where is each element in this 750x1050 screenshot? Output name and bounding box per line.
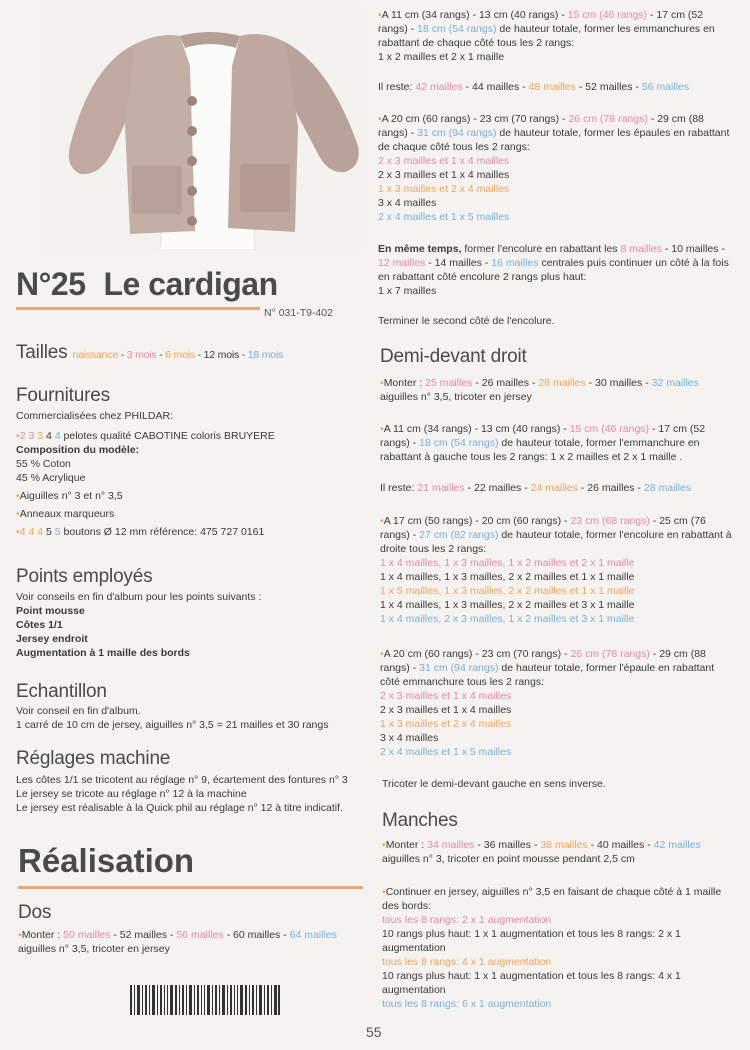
dos-paragraph-2: •A 20 cm (60 rangs) - 23 cm (70 rangs) - 26 cm (78 rangs) - 29 cm (88 rangs) - 31 cm (94 rangs) de hauteur totale, former les épaules en rabattant de chaque côté tous les 2 rangs: 2 x 3 mailles et 1 x 4 mailles 2 x 3 mailles et 1 x 4 mailles 1 x 3 mailles et 2 x 4 mailles 3 x 4 mailles 2 x 4 mailles et 1 x 5 mailles <box>378 112 734 224</box>
title-name: Le cardigan <box>103 266 278 302</box>
echantillon-line2: 1 carré de 10 cm de jersey, aiguilles n° 3,5 = 21 mailles et 30 rangs <box>16 719 329 731</box>
manches-list-3: tous les 8 rangs: 4 x 1 augmentation <box>382 956 552 968</box>
point-item-4: Augmentation à 1 maille des bords <box>16 647 190 659</box>
ddd-tricoter: Tricoter le demi-devant gauche en sens inverse. <box>382 778 606 790</box>
dos-monter-v5: 64 mailles <box>289 929 337 941</box>
ddd-reste-v1: 21 mailles <box>417 482 465 494</box>
ddd-p1-v2: 13 cm (40 rangs) <box>480 423 561 435</box>
page-number: 55 <box>366 1024 382 1040</box>
ddd-monter: •Monter : 25 mailles - 26 mailles - 28 mailles - 30 mailles - 32 mailles aiguilles n° 3,5, tricoter en jersey <box>380 376 734 404</box>
manches-monter-v1: 34 mailles <box>427 839 475 851</box>
dos-monter-v3: 56 mailles <box>176 929 224 941</box>
demi-devant-droit-heading: Demi-devant droit <box>380 346 527 367</box>
manches-monter-v2: 36 mailles <box>483 839 532 851</box>
pelotes-count-5: 4 <box>54 430 61 442</box>
realisation-heading: Réalisation <box>18 842 195 879</box>
dos-p3-v2: 10 mailles <box>671 243 719 255</box>
aiguilles-text: Aiguilles n° 3 et n° 3,5 <box>19 490 123 502</box>
reglages-body <box>16 773 372 815</box>
boutons-count-5: 5 <box>54 526 61 538</box>
ddd-p3-list-4: 3 x 4 mailles <box>380 732 439 744</box>
reglages-line1: Les côtes 1/1 se tricotent au réglage n° 9, écartement des fontures n° 3 <box>16 774 348 786</box>
ddd-p1-v1: A 11 cm (34 rangs) <box>383 423 472 435</box>
dos-p2-v2: 23 cm (70 rangs) <box>479 113 560 125</box>
dos-p2-text: de hauteur totale, former les épaules en rabattant de chaque côté tous les 2 rangs: <box>378 127 730 153</box>
anneaux-text: Anneaux marqueurs <box>19 508 115 520</box>
fournitures-body <box>16 409 366 539</box>
ddd-p1-v4: 17 cm (52 rangs) <box>380 423 706 449</box>
ddd-p3-text: de hauteur totale, former l'épaule en rabattant côté emmanchure tous les 2 rangs: <box>380 662 715 688</box>
ddd-p3-list-2: 2 x 3 mailles et 1 x 4 mailles <box>380 704 512 716</box>
fournitures-line1: Commercialisées chez PHILDAR: <box>16 410 173 422</box>
dos-p1-v2: 13 cm (40 rangs) <box>478 9 559 21</box>
dos-heading: Dos <box>18 902 52 923</box>
manches-list-2: 10 rangs plus haut: 1 x 1 augmentation et tous les 8 rangs: 2 x 1 augmentation <box>382 928 681 954</box>
dos-monter-v4: 60 mailles <box>233 929 281 941</box>
dos-reste-label: Il reste: <box>378 81 413 93</box>
page-title <box>16 266 278 303</box>
dos-monter: •Monter : 50 mailles - 52 mailles - 56 mailles - 60 mailles - 64 mailles aiguilles n° 3,5, tricoter en jersey <box>18 928 370 956</box>
cardigan-illustration <box>40 6 362 250</box>
manches-monter: •Monter : 34 mailles - 36 mailles - 38 mailles - 40 mailles - 42 mailles aiguilles n° 3, tricoter en point mousse pendant 2,5 cm <box>382 838 734 866</box>
dos-p1-text: de hauteur totale, former les emmanchures en rabattant de chaque côté tous les 2 rangs: <box>378 23 715 49</box>
boutons-count-3: 4 <box>37 526 44 538</box>
ddd-monter-v2: 26 mailles <box>481 377 530 389</box>
dos-p2-list-5: 2 x 4 mailles et 1 x 5 mailles <box>378 211 510 223</box>
ddd-monter-label: Monter : <box>383 377 423 389</box>
title-underline <box>16 307 260 310</box>
ddd-reste: Il reste: 21 mailles - 22 mailles - 24 mailles - 26 mailles - 28 mailles <box>380 482 692 494</box>
manches-p1-text: Continuer en jersey, aiguilles n° 3,5 en faisant de chaque côté à 1 maille des bords: <box>382 886 722 912</box>
barcode <box>130 985 280 1015</box>
title-number: N°25 <box>16 266 86 302</box>
pelotes-count-4: 4 <box>45 430 52 442</box>
dos-paragraph-3: En même temps, former l'encolure en rabattant les 8 mailles - 10 mailles - 12 mailles - 14 mailles - 16 mailles centrales puis continuer un côté à la fois en rabattant côté encolure 2 rangs plus haut: 1 x 7 mailles <box>378 242 734 298</box>
ddd-p2-list-3: 1 x 5 mailles, 1 x 3 mailles, 2 x 2 mailles et 1 x 1 maille <box>380 585 635 597</box>
dos-p3-v3: 12 mailles <box>378 257 426 269</box>
tailles-label: Tailles <box>16 342 68 363</box>
ddd-p2-v1: A 17 cm (50 rangs) <box>383 515 473 527</box>
dos-terminer: Terminer le second côté de l'encolure. <box>378 315 555 327</box>
dos-reste-v1: 42 mailles <box>415 81 463 93</box>
ddd-reste-v4: 26 mailles <box>587 482 635 494</box>
ddd-p3-list-3: 1 x 3 mailles et 2 x 4 mailles <box>380 718 512 730</box>
dos-p3-bold: En même temps, <box>378 243 462 255</box>
ddd-reste-v5: 28 mailles <box>643 482 692 494</box>
manches-monter-v3: 38 mailles <box>540 839 588 851</box>
ddd-monter-v5: 32 mailles <box>651 377 699 389</box>
ddd-p3-list-1: 2 x 3 mailles et 1 x 4 mailles <box>380 690 512 702</box>
dos-p2-v4: 29 cm (88 rangs) <box>378 113 704 139</box>
dos-p2-list-2: 2 x 3 mailles et 1 x 4 mailles <box>378 169 510 181</box>
ddd-monter-tail: aiguilles n° 3,5, tricoter en jersey <box>380 391 532 403</box>
dos-p1-v4: 17 cm (52 rangs) <box>378 9 704 35</box>
point-item-3: Jersey endroit <box>16 633 88 645</box>
ddd-reste-v2: 22 mailles <box>473 482 522 494</box>
ddd-reste-v3: 24 mailles <box>530 482 578 494</box>
dos-p1-last: 1 x 2 mailles et 2 x 1 maille <box>378 51 505 63</box>
points-body <box>16 590 366 660</box>
ddd-p3-v5: 31 cm (94 rangs) <box>419 662 499 674</box>
boutons-count-1: 4 <box>19 526 26 538</box>
dos-p1-v3: 15 cm (46 rangs) <box>567 9 648 21</box>
dos-monter-tail: aiguilles n° 3,5, tricoter en jersey <box>18 943 170 955</box>
ddd-p2-list-2: 1 x 4 mailles, 1 x 3 mailles, 2 x 2 mailles et 1 x 1 maille <box>380 571 635 583</box>
boutons-line: •4 4 4 5 5 boutons Ø 12 mm référence: 475 727 0161 <box>16 526 265 538</box>
dos-p3-v5: 16 mailles <box>491 257 539 269</box>
ddd-p1-v5: 18 cm (54 rangs) <box>419 437 499 449</box>
point-item-2: Côtes 1/1 <box>16 619 63 631</box>
dos-p2-list-4: 3 x 4 mailles <box>378 197 437 209</box>
echantillon-line1: Voir conseil en fin d'album. <box>16 705 141 717</box>
ddd-p3-v1: A 20 cm (60 rangs) <box>383 648 473 660</box>
pelotes-text: pelotes qualité CABOTINE coloris BRUYERE <box>63 430 275 442</box>
ddd-p2-list-4: 1 x 4 mailles, 1 x 3 mailles, 2 x 2 mailles et 3 x 1 maille <box>380 599 635 611</box>
dos-monter-v1: 50 mailles <box>63 929 111 941</box>
dos-reste: Il reste: 42 mailles - 44 mailles - 48 mailles - 52 mailles - 56 mailles <box>378 81 690 93</box>
points-intro: Voir conseils en fin d'album pour les points suivants : <box>16 591 262 603</box>
ddd-reste-label: Il reste: <box>380 482 415 494</box>
composition-2: 45 % Acrylique <box>16 472 86 484</box>
dos-monter-v2: 52 mailles <box>119 929 168 941</box>
dos-p3-last: 1 x 7 mailles <box>378 285 437 297</box>
fournitures-heading: Fournitures <box>16 385 110 406</box>
ddd-p3-v3: 26 cm (78 rangs) <box>570 648 650 660</box>
manches-list-4: 10 rangs plus haut: 1 x 1 augmentation et tous les 8 rangs: 4 x 1 augmentation <box>382 970 681 996</box>
manches-monter-v5: 42 mailles <box>653 839 701 851</box>
ddd-p2-text: de hauteur totale, former l'encolure en rabattant à droite tous les 2 rangs: <box>380 529 732 555</box>
dos-reste-v5: 56 mailles <box>641 81 690 93</box>
dos-monter-label: Monter : <box>21 929 61 941</box>
ddd-p2-v2: 20 cm (60 rangs) <box>481 515 562 527</box>
dos-p3-v4: 14 mailles <box>434 257 482 269</box>
boutons-text: boutons Ø 12 mm référence: 475 727 0161 <box>63 526 265 538</box>
pelotes-count-2: 3 <box>28 430 35 442</box>
manches-monter-label: Monter : <box>385 839 425 851</box>
manches-monter-v4: 40 mailles <box>597 839 645 851</box>
manches-heading: Manches <box>382 810 458 831</box>
dos-p3-v1: 8 mailles <box>620 243 662 255</box>
pelotes-count-1: 2 <box>19 430 26 442</box>
anneaux-line: •Anneaux marqueurs <box>16 508 115 520</box>
dos-p1-v5: 18 cm (54 rangs) <box>417 23 497 35</box>
ddd-p3-v2: 23 cm (70 rangs) <box>481 648 562 660</box>
ddd-monter-v4: 30 mailles <box>595 377 643 389</box>
pelotes-line: •2 3 3 4 4 pelotes qualité CABOTINE coloris BRUYERE <box>16 430 275 442</box>
echantillon-body <box>16 704 366 732</box>
composition-label: Composition du modèle: <box>16 444 140 456</box>
dos-p2-list-3: 1 x 3 mailles et 2 x 4 mailles <box>378 183 510 195</box>
size-3: 6 mois <box>165 349 195 361</box>
dos-p3-text1: former l'encolure en rabattant les <box>464 243 618 255</box>
composition-1: 55 % Coton <box>16 458 71 470</box>
ddd-p1-text: de hauteur totale, former l'emmanchure en rabattant à gauche tous les 2 rangs: 1 x 2 mailles et 2 x 1 maille . <box>380 437 700 463</box>
dos-p2-v3: 26 cm (78 rangs) <box>568 113 648 125</box>
size-2: 3 mois <box>126 349 157 361</box>
cardigan-photo <box>40 6 362 250</box>
dos-p2-v5: 31 cm (94 rangs) <box>417 127 497 139</box>
size-4: 12 mois <box>203 349 240 361</box>
ddd-p3-v4: 29 cm (88 rangs) <box>380 648 706 674</box>
ddd-paragraph-1: •A 11 cm (34 rangs) - 13 cm (40 rangs) - 15 cm (46 rangs) - 17 cm (52 rangs) - 18 cm (54 rangs) de hauteur totale, former l'emmanchure en rabattant à gauche tous les 2 rangs: 1 x 2 mailles et 2 x 1 maille . <box>380 423 706 463</box>
ddd-paragraph-3: •A 20 cm (60 rangs) - 23 cm (70 rangs) - 26 cm (78 rangs) - 29 cm (88 rangs) - 31 cm (94 rangs) de hauteur totale, former l'épaule en rabattant côté emmanchure tous les 2 rangs: 2 x 3 mailles et 1 x 4 mailles 2 x 3 mailles et 1 x 4 mailles 1 x 3 mailles et 2 x 4 mailles 3 x 4 mailles 2 x 4 mailles et 1 x 5 mailles <box>380 647 734 759</box>
reglages-line3: Le jersey est réalisable à la Quick phil au réglage n° 12 à titre indicatif. <box>16 802 343 814</box>
reglages-heading: Réglages machine <box>16 748 171 769</box>
ddd-p2-v5: 27 cm (82 rangs) <box>419 529 499 541</box>
manches-list-5: tous les 8 rangs: 6 x 1 augmentation <box>382 998 552 1010</box>
ddd-p2-v3: 23 cm (68 rangs) <box>570 515 650 527</box>
ddd-p3-list-5: 2 x 4 mailles et 1 x 5 mailles <box>380 746 512 758</box>
boutons-count-4: 5 <box>45 526 52 538</box>
ddd-p2-list-5: 1 x 4 mailles, 2 x 3 mailles, 1 x 2 mailles et 3 x 1 maille <box>380 613 635 625</box>
dos-reste-v2: 44 mailles <box>471 81 520 93</box>
ddd-paragraph-2: •A 17 cm (50 rangs) - 20 cm (60 rangs) - 23 cm (68 rangs) - 25 cm (76 rangs) - 27 cm (82 rangs) de hauteur totale, former l'encolure en rabattant à droite tous les 2 rangs: 1 x 4 mailles, 1 x 3 mailles, 1 x 2 mailles et 2 x 1 maille 1 x 4 mailles, 1 x 3 mailles, 2 x 2 mailles et 1 x 1 maille 1 x 5 mailles, 1 x 3 mailles, 2 x 2 mailles et 1 x 1 maille 1 x 4 mailles, 1 x 3 mailles, 2 x 2 mailles et 3 x 1 maille 1 x 4 mailles, 2 x 3 mailles, 1 x 2 mailles et 3 x 1 maille <box>380 514 734 626</box>
echantillon-heading: Echantillon <box>16 681 107 702</box>
realisation-underline <box>18 886 363 889</box>
points-heading: Points employés <box>16 566 153 587</box>
point-item-1: Point mousse <box>16 605 85 617</box>
dos-p2-list-1: 2 x 3 mailles et 1 x 4 mailles <box>378 155 510 167</box>
ddd-p2-list-1: 1 x 4 mailles, 1 x 3 mailles, 1 x 2 mailles et 2 x 1 maille <box>380 557 635 569</box>
ddd-monter-v3: 28 mailles <box>538 377 586 389</box>
ddd-p2-v4: 25 cm (76 rangs) <box>380 515 706 541</box>
pelotes-count-3: 3 <box>37 430 44 442</box>
boutons-count-2: 4 <box>28 526 35 538</box>
reference-number: N° 031-T9-402 <box>264 307 333 319</box>
ddd-monter-v1: 25 mailles <box>425 377 473 389</box>
dos-p1-v1: A 11 cm (34 rangs) <box>381 9 470 21</box>
size-5: 18 mois <box>247 349 284 361</box>
manches-monter-tail: aiguilles n° 3, tricoter en point mousse pendant 2,5 cm <box>382 853 635 865</box>
dos-paragraph-1: •A 11 cm (34 rangs) - 13 cm (40 rangs) - 15 cm (46 rangs) - 17 cm (52 rangs) - 18 cm (54 rangs) de hauteur totale, former les emmanchures en rabattant de chaque côté tous les 2 rangs: 1 x 2 mailles et 2 x 1 maille <box>378 8 734 64</box>
ddd-p1-v3: 15 cm (46 rangs) <box>569 423 650 435</box>
dos-p2-v1: A 20 cm (60 rangs) <box>381 113 471 125</box>
sizes-list: naissance - 3 mois - 6 mois - 12 mois - 18 mois <box>72 349 284 361</box>
dos-reste-v3: 48 mailles <box>528 81 576 93</box>
manches-paragraph-1: •Continuer en jersey, aiguilles n° 3,5 en faisant de chaque côté à 1 maille des bords: tous les 8 rangs: 2 x 1 augmentation 10 rangs plus haut: 1 x 1 augmentation et tous les 8 rangs: 2 x 1 augmentation tous les 8 rangs: 4 x 1 augmentation 10 rangs plus haut: 1 x 1 augmentation et tous les 8 rangs: 4 x 1 augmentation tous les 8 rangs: 6 x 1 augmentation <box>382 885 734 1011</box>
reglages-line2: Le jersey se tricote au réglage n° 12 à la machine <box>16 788 247 800</box>
manches-list-1: tous les 8 rangs: 2 x 1 augmentation <box>382 914 552 926</box>
dos-reste-v4: 52 mailles <box>585 81 633 93</box>
tailles-heading <box>16 342 283 364</box>
size-1: naissance <box>72 349 118 361</box>
dos-p3-text2: centrales puis continuer un côté à la fois en rabattant côté encolure 2 rangs plus haut: <box>378 257 729 283</box>
aiguilles-line: •Aiguilles n° 3 et n° 3,5 <box>16 490 123 502</box>
